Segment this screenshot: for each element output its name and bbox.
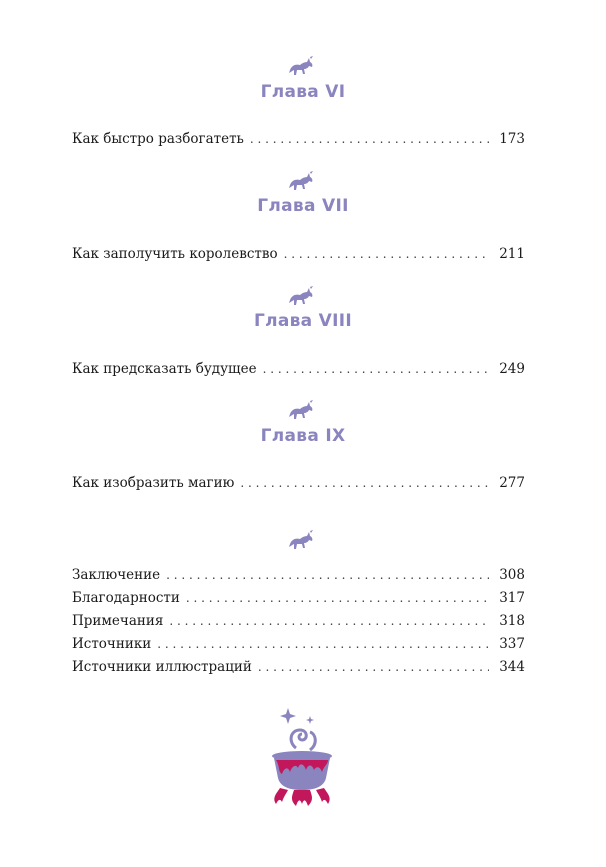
toc-entry[interactable] <box>72 129 525 149</box>
toc-entry[interactable] <box>72 359 525 379</box>
toc-dot-leader <box>263 359 489 379</box>
unicorn-icon <box>287 530 315 552</box>
chapter-heading: Глава IX <box>260 426 346 446</box>
toc-entry-title: Как быстро разбогатеть <box>72 131 244 147</box>
toc-entry-title: Источники иллюстраций <box>72 659 252 675</box>
toc-entry-page: 249 <box>499 361 525 377</box>
toc-entry-page: 344 <box>499 659 525 675</box>
toc-entry[interactable] <box>72 473 525 493</box>
chapter-heading: Глава VI <box>260 82 346 102</box>
toc-dot-leader <box>284 244 489 264</box>
toc-entry-title: Примечания <box>72 613 164 629</box>
toc-entry-title: Как заполучить королевство <box>72 246 278 262</box>
unicorn-icon <box>287 171 315 193</box>
toc-entry-page: 173 <box>499 131 525 147</box>
toc-entry-title: Источники <box>72 636 152 652</box>
toc-entry[interactable] <box>72 657 525 677</box>
toc-entry-title: Как изобразить магию <box>72 475 235 491</box>
toc-entry-page: 308 <box>499 567 525 583</box>
toc-dot-leader <box>186 588 489 608</box>
toc-entry-page: 317 <box>499 590 525 606</box>
unicorn-icon <box>287 400 315 422</box>
toc-dot-leader <box>240 473 489 493</box>
toc-entry[interactable] <box>72 244 525 264</box>
toc-entry-page: 337 <box>499 636 525 652</box>
chapter-heading: Глава VIII <box>253 311 353 331</box>
toc-entry-page: 211 <box>499 246 525 262</box>
toc-entry-page: 277 <box>499 475 525 491</box>
unicorn-icon <box>287 286 315 308</box>
toc-entry[interactable] <box>72 634 525 654</box>
toc-dot-leader <box>166 565 489 585</box>
toc-entry[interactable] <box>72 611 525 631</box>
toc-entry[interactable] <box>72 588 525 608</box>
unicorn-icon <box>287 56 315 78</box>
toc-entry-title: Как предсказать будущее <box>72 361 257 377</box>
toc-entry-title: Заключение <box>72 567 161 583</box>
toc-dot-leader <box>258 657 489 677</box>
cauldron-icon <box>266 706 338 810</box>
toc-entry-title: Благодарности <box>72 590 180 606</box>
toc-entry-page: 318 <box>499 613 525 629</box>
chapter-heading: Глава VII <box>257 196 349 216</box>
toc-dot-leader <box>157 634 489 654</box>
toc-entry[interactable] <box>72 565 525 585</box>
toc-dot-leader <box>250 129 489 149</box>
toc-dot-leader <box>169 611 489 631</box>
